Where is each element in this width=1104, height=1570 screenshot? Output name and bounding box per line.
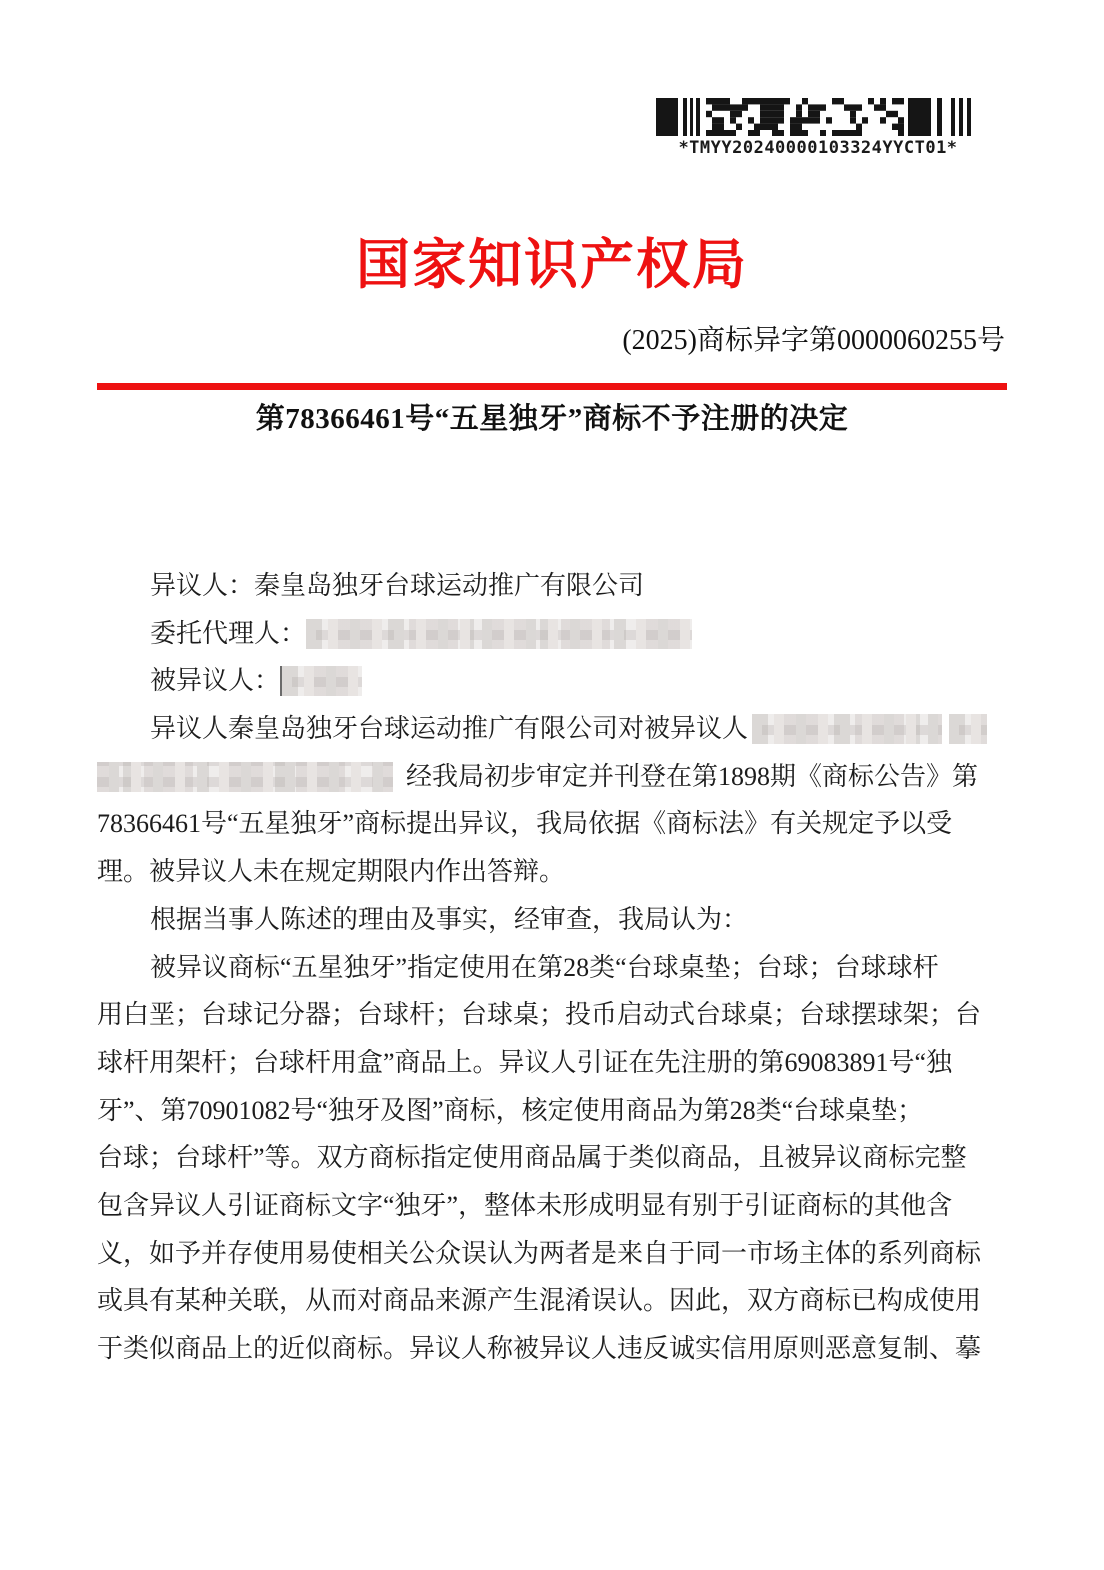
body-text: 根据当事人陈述的理由及事实，经审查，我局认为： [150,904,749,934]
body-line [97,1182,1022,1230]
body-text: 球杆用架杆；台球杆用盒”商品上。异议人引证在先注册的第69083891号“独 [97,1047,953,1077]
body-line [97,800,1022,848]
body-line [97,1277,1022,1325]
body-text: 包含异议人引证商标文字“独牙”，整体未形成明显有别于引证商标的其他含 [97,1190,953,1220]
opposed-party-line [97,657,1022,705]
body-text: 牙”、第70901082号“独牙及图”商标，核定使用商品为第28类“台球桌垫； [97,1095,924,1125]
body-line [97,705,1022,753]
barcode [650,98,986,158]
body-line [97,1039,1022,1087]
body-text: 于类似商品上的近似商标。异议人称被异议人违反诚实信用原则恶意复制、摹 [97,1334,982,1363]
body-text: 78366461号“五星独牙”商标提出异议，我局依据《商标法》有关规定予以受 [97,809,953,839]
redacted-text-block [97,762,393,792]
body-text: 或具有某种关联，从而对商品来源产生混淆误认。因此，双方商标已构成使用 [97,1286,982,1316]
document-body [97,562,1022,1373]
opponent-line [97,562,1022,610]
body-line [97,1087,1022,1135]
body-line [97,753,1022,801]
body-line [97,896,1022,944]
redacted-text-block [752,714,942,744]
redacted-agent-name [306,619,692,649]
redacted-opposed-name [280,666,362,696]
red-divider [97,383,1007,390]
body-text: 用白垩；台球记分器；台球杆；台球桌；投币启动式台球桌；台球摆球架；台 [97,1000,982,1030]
redacted-text-block [949,714,987,744]
body-line [97,944,1022,992]
body-line [97,991,1022,1039]
decision-title: 第78366461号“五星独牙”商标不予注册的决定 [255,403,849,435]
agent-line [97,610,1022,658]
body-line [97,1230,1022,1278]
doc-number: (2025)商标异字第0000060255号 [622,325,1005,356]
agent-label: 委托代理人： [150,618,307,648]
body-text: 异议人秦皇岛独牙台球运动推广有限公司对被异议人 [150,714,749,744]
opponent-text: 异议人：秦皇岛独牙台球运动推广有限公司 [150,571,645,600]
barcode-text: *TMYY20240000103324YYCT01* [678,138,958,158]
body-text: 义，如予并存使用易使相关公众误认为两者是来自于同一市场主体的系列商标 [97,1238,982,1268]
body-text: 台球；台球杆”等。双方商标指定使用商品属于类似商品，且被异议商标完整 [97,1143,967,1173]
barcode-image [656,98,980,136]
body-text: 理。被异议人未在规定期限内作出答辩。 [97,857,566,887]
opposed-label: 被异议人： [150,666,281,696]
body-text: 经我局初步审定并刊登在第1898期《商标公告》第 [406,761,979,791]
agency-title: 国家知识产权局 [356,235,748,295]
body-text: 被异议商标“五星独牙”指定使用在第28类“台球桌垫；台球；台球球杆 [150,952,939,982]
barcode-2d-cells [706,98,904,136]
body-line [97,1134,1022,1182]
body-line [97,848,1022,896]
body-line [97,1325,1022,1373]
